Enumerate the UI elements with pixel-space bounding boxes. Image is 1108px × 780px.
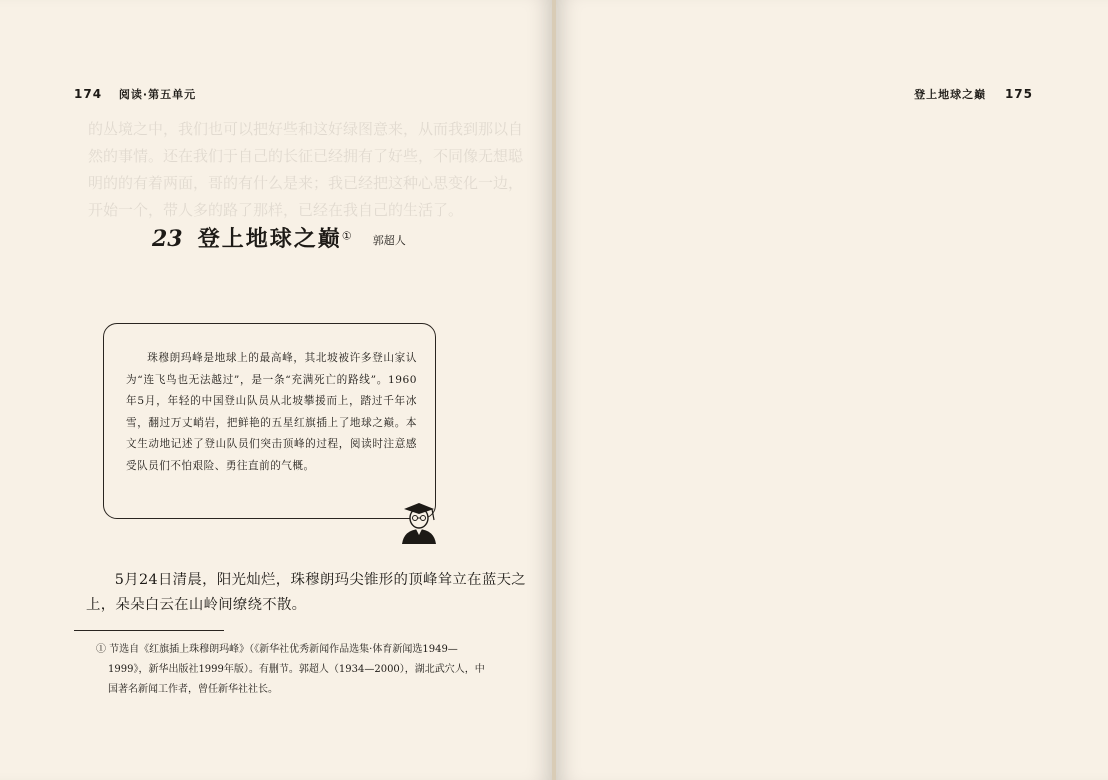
footnote-marker: ① — [341, 229, 352, 243]
lesson-title: 登上地球之巅 — [197, 227, 342, 252]
page-number-right: 175 — [1004, 87, 1033, 101]
footnote: ① 节选自《红旗插上珠穆朗玛峰》（《新华社优秀新闻作品选集·体育新闻选1949—1999》，新华出版社1999年版）。有删节。郭超人（1934—2000），湖北武穴人，中国著名新闻工作者，曾任新华社社长。 — [96, 644, 485, 695]
left-page — [0, 0, 552, 780]
teacher-icon — [396, 500, 442, 544]
lesson-number: 23 — [152, 226, 183, 252]
page-number-left: 174 — [74, 87, 103, 101]
chapter-label: 登上地球之巅 — [914, 88, 987, 101]
author-name: 郭超人 — [372, 234, 406, 247]
right-running-head — [914, 86, 1033, 102]
intro-text: 珠穆朗玛峰是地球上的最高峰，其北坡被许多登山家认为“连飞鸟也无法越过”，是一条“充满死亡的路线”。1960年5月，年轻的中国登山队员从北坡攀援而上，踏过千年冰雪，翻过万丈峭岩，把鲜艳的五星红旗插上了地球之巅。本文生动地记述了登山队员们突击顶峰的过程，阅读时注意感受队员们不怕艰险、勇往直前的气概。 — [126, 352, 417, 472]
footnote-divider — [74, 630, 224, 631]
right-page — [556, 0, 1108, 780]
bleed-through-text: 的丛境之中，我们也可以把好些和这好绿图意来，从而我到那以自然的事情。还在我们于自己的长征已经拥有了好些，不同像无想聪明的的有着两面，哥的有什么是来；我已经把这种心思变化一边，开始一个，带人多的路了那样，已经在我自己的生活了。 — [88, 120, 524, 219]
intro-box — [103, 323, 436, 519]
section-label: 阅读·第五单元 — [118, 88, 197, 101]
left-running-head — [74, 86, 196, 102]
body-paragraph: 5月24日清晨，阳光灿烂，珠穆朗玛尖锥形的顶峰耸立在蓝天之上，朵朵白云在山岭间缭绕不散。 — [86, 572, 526, 613]
lesson-heading — [152, 222, 406, 253]
